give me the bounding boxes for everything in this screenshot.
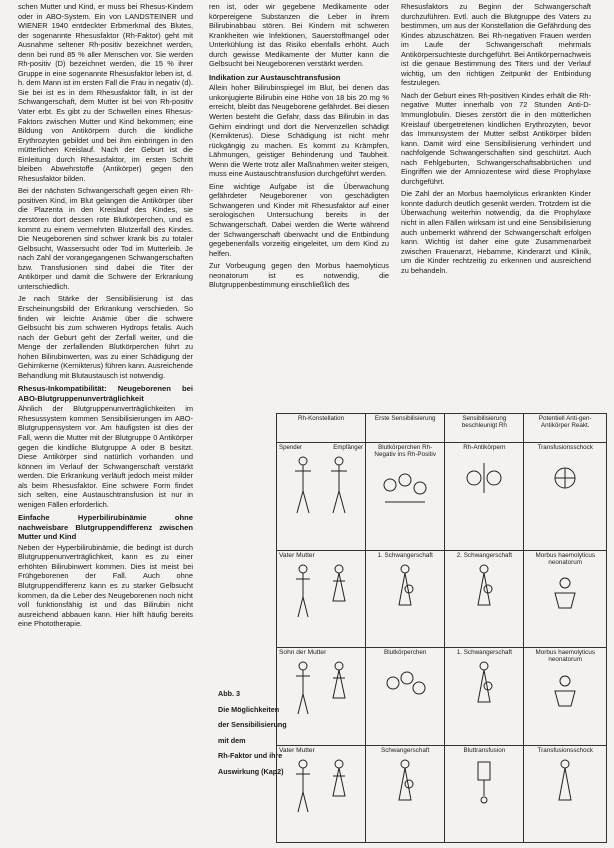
caption-line: Auswirkung (Kap2) — [218, 766, 284, 776]
header-cell: Sensibilisierung beschleunigt Rh — [445, 414, 524, 443]
paragraph: Allein hoher Bilirubinspiegel im Blut, bei denen das unkonjugierte Bilirubin eine Höhe von 18 bis 20 mg % erreicht, bleibt das Neugeborene gefährdet. Bei diesen Werten besteht die Gefahr, dass das Bilirubin in das Gehirn eindringt und dort die Nervenzellen schädigt (Kernikterus). Diese Schädigung ist nicht mehr rückgängig zu machen. Es kommt zu Krämpfen, Lähmungen, geistiger Behinderung und Taubheit. Wenn die Werte trotz aller Maßnahmen weiter steigen, muss eine Austauschtransfusion durchgeführt werden. — [209, 83, 389, 179]
reaction-icon — [535, 453, 595, 503]
paragraph: Rhesusfaktors zu Beginn der Schwangerschaft durchzuführen. Evtl. auch die Blutgruppe des Vaters zu bestimmen, um aus der Konstellation die Gefährdung des Kindes abzuschätzen. Bei Rh-negativen Frauen werden im Laufe der Schwangerschaft mehrmals Antikörpersuchteste durchgeführt. Bei Antikörpernachweis ist die genaue Bestimmung des Titers und der Verlauf wichtig, um den richtigen Zeitpunkt der Entbindung festzulegen. — [401, 2, 591, 88]
donor-recipient-labels — [279, 444, 363, 451]
figure-cell — [366, 648, 445, 745]
figure-row — [277, 745, 607, 842]
cell-label: Blutkörperchen Rh-Negativ ins Rh-Positiv — [374, 444, 436, 459]
transfusion-icon — [454, 756, 514, 806]
cell-label: Morbus haemolyticus neonatorum — [535, 551, 595, 567]
section-heading: Indikation zur Austauschtransfusion — [209, 72, 341, 82]
figure-row — [277, 648, 607, 745]
figure-cell — [445, 550, 524, 647]
figure-cell — [366, 745, 445, 842]
pregnant-woman-icon — [454, 658, 514, 716]
row-label: Vater Mutter — [279, 551, 315, 559]
pregnant-woman-icon — [454, 561, 514, 619]
paragraph: Eine wichtige Aufgabe ist die Überwachung gefährdeter Neugeborener von geschädigten Schwangeren und Kinder mit Rhesusfaktor auf einer serologischen Untersuchung bereits in der Schwangerschaft. Dabei werden die Werte während der Schwangerschaft überwacht und die Entbindung gegebenenfalls vorzeitig eingeleitet, um dem Kind zu helfen. — [209, 181, 389, 258]
row-label-cell — [277, 443, 366, 551]
cell-label: Blutkörperchen — [384, 649, 427, 657]
caption-line: mit dem — [218, 735, 246, 745]
cell-label: Transfusionsschock — [537, 444, 593, 451]
pregnant-woman-icon — [375, 756, 435, 814]
person-pair-icon — [281, 453, 361, 523]
parents-icon — [281, 756, 361, 818]
text-column-left — [18, 2, 193, 840]
cell-label: Morbus haemolyticus neonatorum — [535, 649, 595, 664]
caption-line: der Sensibilisierung — [218, 720, 287, 729]
figure-cell — [445, 745, 524, 842]
newborn-icon — [535, 568, 595, 618]
cell-label: Bluttransfusion — [463, 746, 506, 754]
row-label-cell — [277, 745, 366, 842]
blood-cells-icon — [375, 658, 435, 708]
cell-label: Transfusionsschock — [537, 746, 593, 754]
newborn-icon — [535, 666, 595, 716]
figure-caption — [218, 686, 287, 779]
figure-cell — [366, 550, 445, 647]
figure-cell — [524, 648, 607, 745]
paragraph: Ähnlich der Blutgruppenunverträglichkeiten im Rhesussystem kommen Sensibilisierungen im ABO-Blutgruppensystem vor. Am häufigsten ist dies der Fall, wenn die Mutter mit der Blutgruppe 0 Antikörper gegen die kindliche Blutgruppe A oder B besitzt. Diese Antikörper sind natürlich vorhanden und können im Verlauf der Schwangerschaft verstärkt werden. Die Erkrankung verläuft jedoch meist milder als beim Rhesusfaktor. Eine schwere Form findet sich selten, eine Austauschtransfusion ist nur in wenigen Fällen erforderlich. — [18, 404, 193, 509]
text-column-right — [401, 2, 591, 474]
figure-row — [277, 443, 607, 551]
paragraph: Nach der Geburt eines Rh-positiven Kindes erhält die Rh-negative Mutter innerhalb von 72 Stunden Anti-D-Immunglobulin. Dieses zerstört die in den mütterlichen Kreislauf übergetretenen kindlichen Erythrozyten, bevor das Immunsystem der Mutter selbst Antikörper bilden kann. Damit wird eine Sensibilisierung verhindert und nachfolgende Schwangerschaften sind geschützt. Auch nach Fehlgeburten, Schwangerschaftsabbrüchen und Eingriffen wie der Amniozentese wird diese Prophylaxe durchgeführt. — [401, 90, 591, 186]
header-cell: Rh-Konstellation — [277, 414, 366, 443]
blood-cells-icon — [375, 460, 435, 510]
paragraph: Zur Vorbeugung gegen den Morbus haemolyticus neonatorum ist es notwendig, die Blutgruppenbestimmung einschließlich des — [209, 261, 389, 290]
cell-label: Rh-Antikörpern — [463, 444, 506, 451]
cell-label: 1. Schwangerschaft — [377, 551, 433, 559]
donor-label: Spender — [279, 444, 303, 451]
sensitization-figure — [276, 413, 607, 843]
paragraph: ren ist, oder wir gegebene Medikamente oder körpereigene Substanzen die Leber in ihrem Bilirubinabbau stören. Bei Kindern mit schweren Krankheiten wie Infektionen, Sauerstoffmangel oder Unterkühlung ist das Risiko ebenfalls erhöht. Auch durch gewisse Medikamente der Mutter kann die Gelbsucht bei Neugeborenen verstärkt werden. — [209, 2, 389, 69]
paragraph: Bei der nächsten Schwangerschaft gegen einen Rh-positiven Kind, im Blut gelangen die Antikörper über die Plazenta in den Kreislauf des Kindes, sie zerstören dort dessen rote Blutkörperchen, und es kommt zu einem vermehrten Blutzerfall des Kindes. Die Neugeborenen sind schwer krank bis zu totaler Gelbsucht, Wassersucht oder Tod im Mutterleib. Je nach Zahl der vorangegangenen Schwangerschaften bzw. Transfusionen sind dabei die Titer der Antikörper und damit die Schwere der Erkrankung unterschiedlich. — [18, 186, 193, 291]
paragraph: Die Zahl der an Morbus haemolyticus erkrankten Kinder konnte dadurch deutlich gesenkt werden. Trotzdem ist die Überwachung weiterhin notwendig, da die Prophylaxe nicht in allen Fällen wirksam ist und eine Sensibilisierung auch unbemerkt während der Schwangerschaft erfolgen kann. Wichtig ist daher eine gute Zusammenarbeit zwischen Frauenarzt, Hebamme, Kinderarzt und Klinik, um die Kinder rechtzeitig zu erkennen und ausreichend zu behandeln. — [401, 189, 591, 275]
row-label-cell — [277, 648, 366, 745]
caption-line: Rh-Faktor und ihre — [218, 751, 283, 760]
figure-cell — [524, 550, 607, 647]
section-heading: Rhesus-Inkompatibilität: Neugeborenen bei ABO-Blutgruppenunverträglichkeit — [18, 384, 193, 403]
figure-header-row — [277, 414, 607, 443]
woman-icon — [535, 756, 595, 814]
row-label: Vater Mutter — [279, 746, 315, 754]
caption-line: Abb. 3 — [218, 689, 240, 698]
text-column-middle — [209, 2, 389, 408]
header-cell: Erste Sensibilisierung — [366, 414, 445, 443]
row-label: Sohn der Mutter — [279, 649, 327, 657]
section-heading: Einfache Hyperbilirubinämie ohne nachweisbare Blutgruppendifferenz zwischen Mutter und Kind — [18, 513, 193, 542]
row-label-cell — [277, 550, 366, 647]
paragraph: schen Mutter und Kind, er muss bei Rhesus-Kindern oder in ABO-System. Ein von LANDSTEINER und WIENER 1940 entdeckter Erbmerkmal des Blutes, der sogenannte Rhesusfaktor (Rh-Faktor) geht mit Ausnahme seltener Rh-positiv bezeichnet werden, denn bei rund 85 % aller Menschen vor. Sie werden Rh-positiv (D) bezeichnet werden, die 15 % ihrer Gruppe in eine sogenannte Rhesusfaktor leben ist, d. h. dem Mann ist im ersten Fall die Frau in negativ (d). Sie bei ist es in dem Rhesusfaktor fällt, in ist der Schwangerschaft, dem Mutter ist bei von Rh-positiv Vater erbt. Es gibt zu der Schwellen eines Rhesus-Faktors zwischen Mutter und Kind bekommen; eine Bildung von Antikörpern durch die kindliche Erythrozyten gebildet und bei ihm einbringen in den mütterlichen Kreislauf. Nach der Geburt ist die Einleitung durch Rhesusfaktor, im ersten Schritt bleiben Abwehrstoffe (Antikörper) gegen den Rhesusfaktor bilden. — [18, 2, 193, 183]
cell-label: 1. Schwangerschaft — [456, 649, 513, 657]
figure-cell — [445, 443, 524, 551]
figure-cell — [366, 443, 445, 551]
figure-table — [276, 413, 607, 843]
figure-cell — [524, 745, 607, 842]
parents-icon — [281, 561, 361, 623]
cell-label: Schwangerschaft — [381, 746, 430, 754]
mother-son-icon — [281, 658, 361, 720]
antibody-icon — [454, 453, 514, 503]
figure-cell — [445, 648, 524, 745]
paragraph: Je nach Stärke der Sensibilisierung ist das Erscheinungsbild der Erkrankung verschieden. So finden wir leichte Anämie über die schwere Gelbsucht bis zum schweren Hydrops fetalis. Auch nach der Geburt geht der Zerfall weiter, und die Menge der zerfallenden Blutkörperchen führt zu hohen Bilirubinwerten, was zu einer Schädigung der Gehirnkerne (Kernikterus) führen kann. Ausreichende Behandlung mit Blutaustausch ist notwendig. — [18, 294, 193, 380]
header-cell: Potentiell Anti-gen-Antikörper Reakt. — [524, 414, 607, 443]
recipient-label: Empfänger — [333, 444, 364, 451]
caption-line: Die Möglichkeiten — [218, 704, 280, 714]
figure-cell — [524, 443, 607, 551]
pregnant-woman-icon — [375, 561, 435, 619]
figure-row — [277, 550, 607, 647]
cell-label: 2. Schwangerschaft — [456, 551, 513, 559]
paragraph: Neben der Hyperbilirubinämie, die bedingt ist durch Blutgruppenunverträglichkeit, kann es zu einer erhöhten Bilirubinwert kommen. Dies ist meist bei Frühgeborenen der Fall. Auch ohne Blutgruppendifferenz kann es zu starker Gelbsucht kommen, da die Leber des Neugeborenen noch nicht voll funktionsfähig ist und das Bilirubin nicht ausreichend abbauen kann. Hier hilft häufig bereits eine Phototherapie. — [18, 542, 193, 629]
